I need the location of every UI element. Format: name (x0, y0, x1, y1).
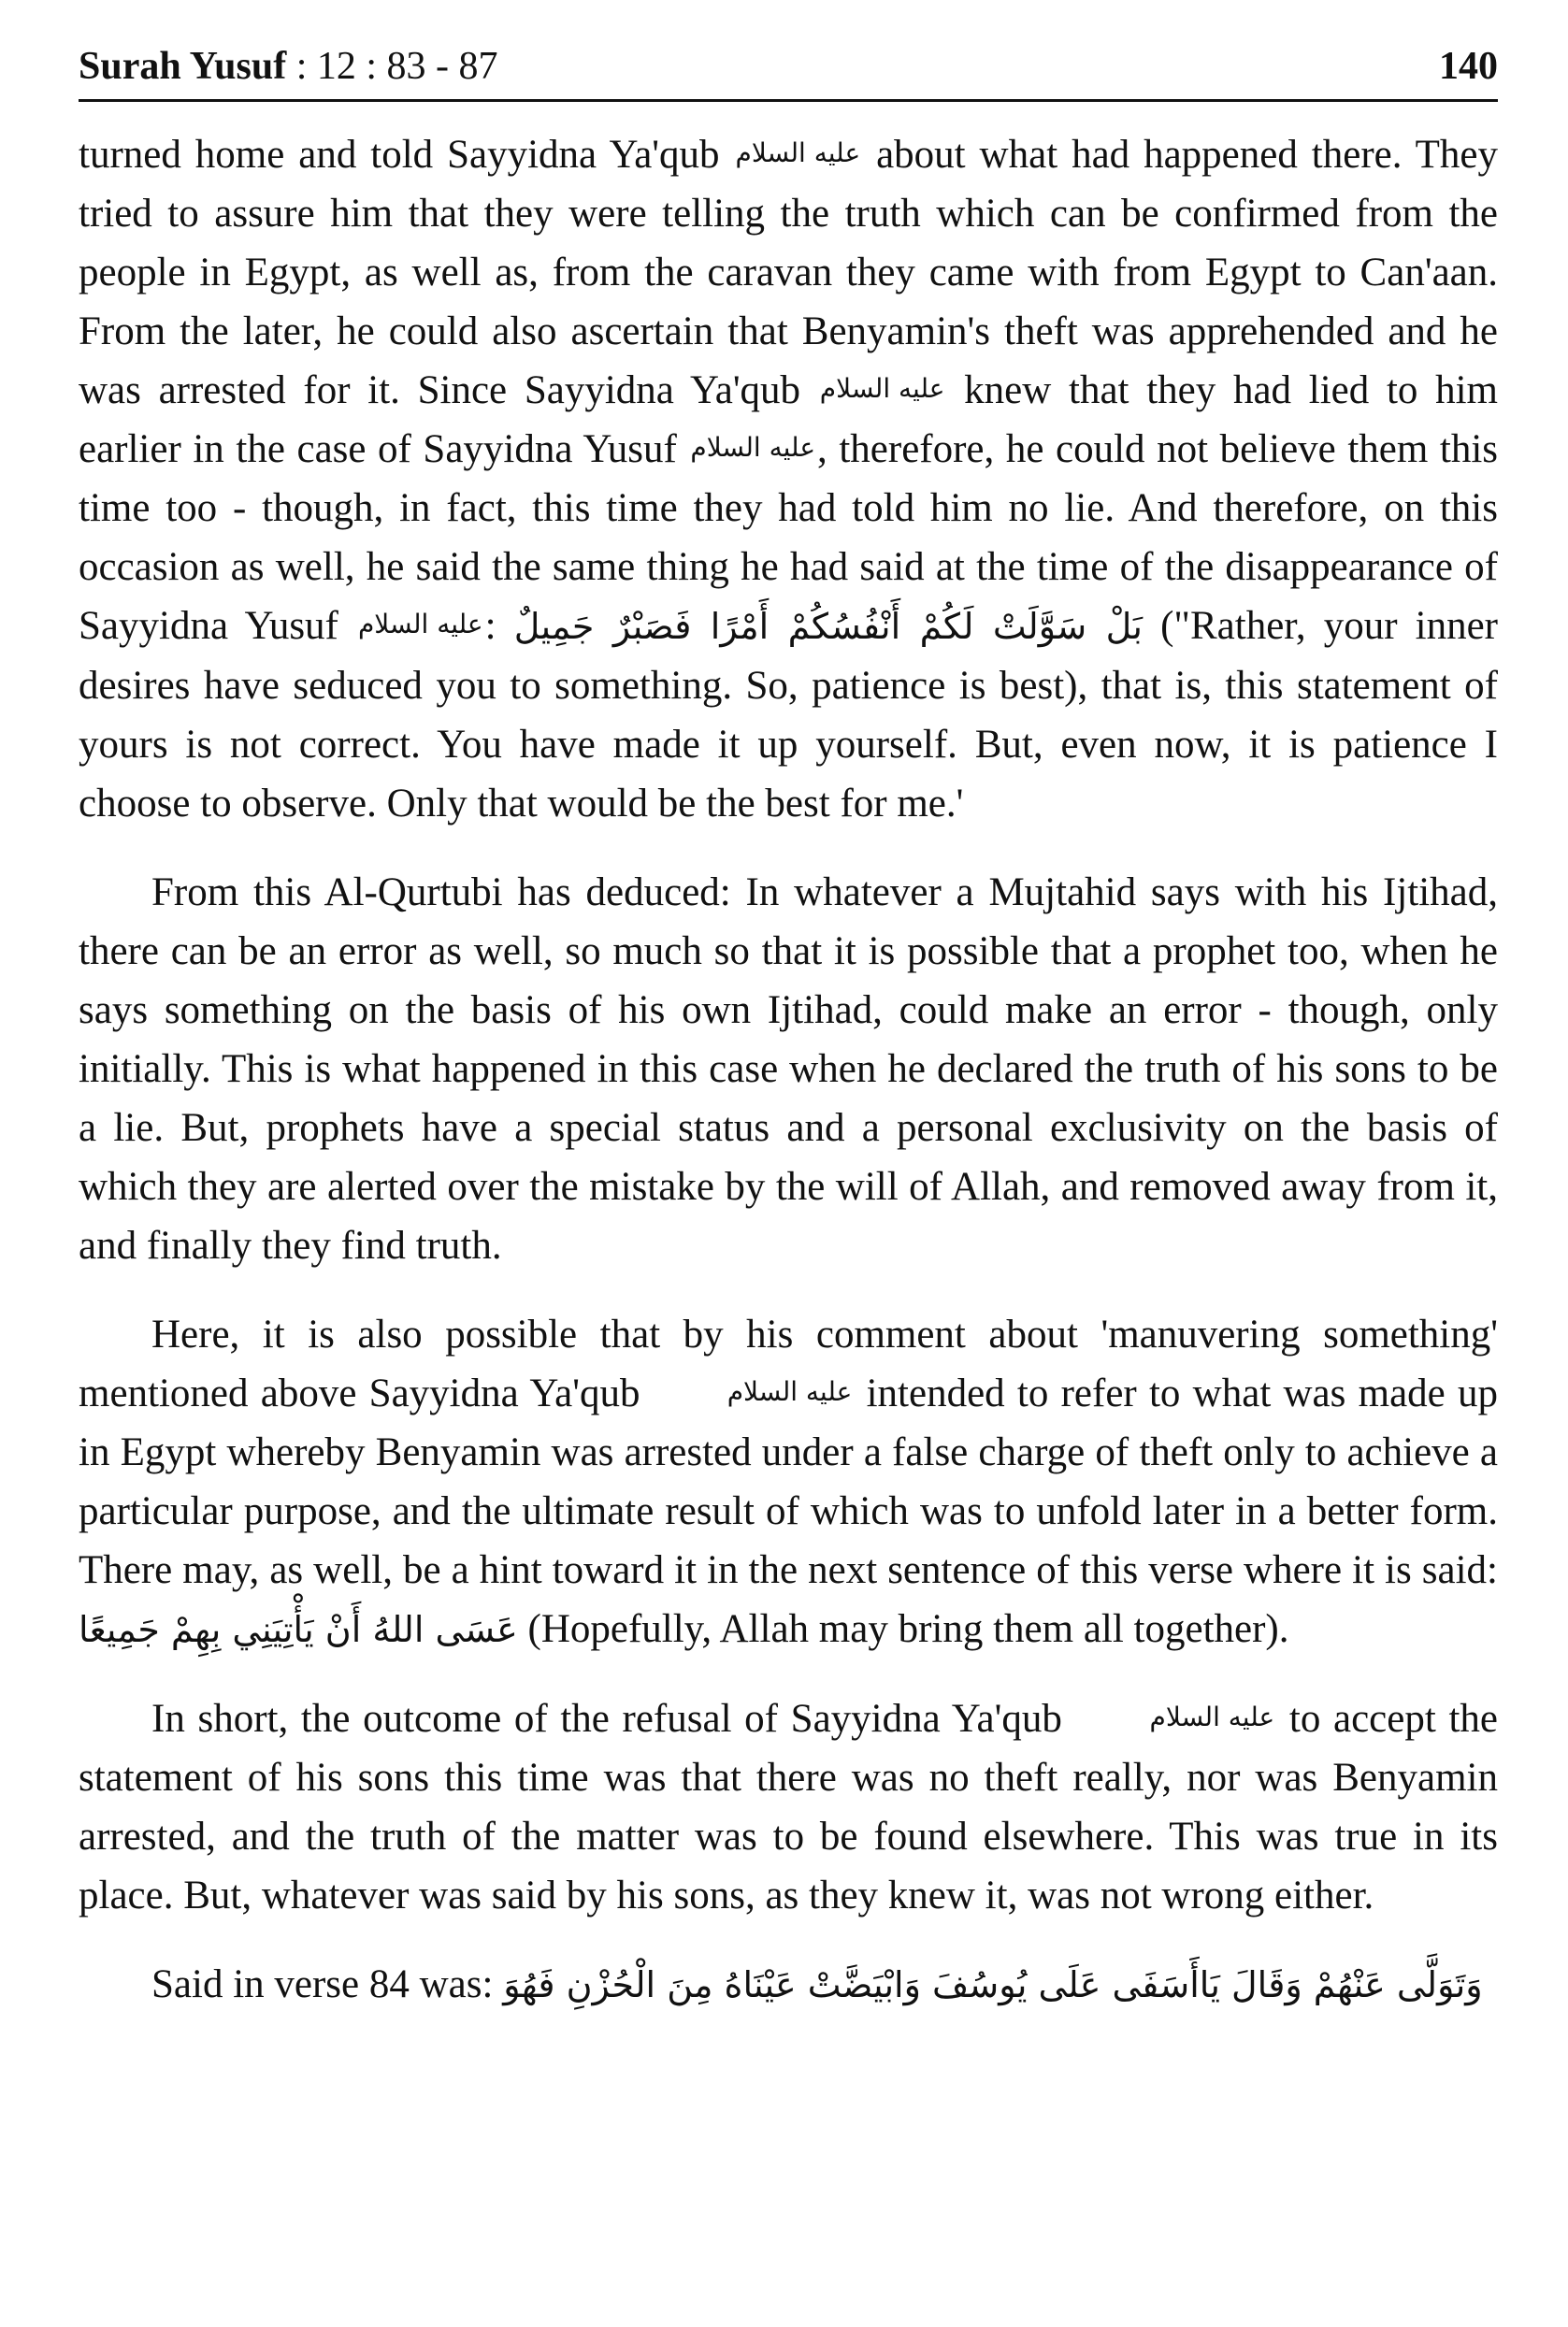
paragraph-text: (Hopefully, Allah may bring them all together). (517, 1607, 1289, 1651)
header-title (79, 43, 498, 90)
verse-reference: : 12 : 83 - 87 (286, 45, 498, 88)
paragraph-2: From this Al-Qurtubi has deduced: In whatever a Mujtahid says with his Ijtihad, there can be an error as well, so much so that it is possible that a prophet too, when he says something on the basis of his own Ijtihad, could make an error - though, only initially. This is what happened in this case when he declared the truth of his sons to be a lie. But, prophets have a special status and a personal exclusivity on the basis of which they are alerted over the mistake by the will of Allah, and removed away from it, and finally they find truth. (79, 870, 1498, 1268)
surah-name: Surah Yusuf (79, 45, 287, 88)
running-header (79, 37, 1498, 97)
page-number: 140 (1439, 45, 1498, 88)
paragraph-text: to accept the statement of his sons this time was that there was no theft really, nor was Benyamin arrested, and the truth of the matter was to be found elsewhere. This was true in its place. But, whatever was said by his sons, as they knew it, was not wrong either. (79, 1697, 1498, 1918)
paragraph-text: , therefore, he could not believe them this time too - though, in fact, this time they had told him no lie. And therefore, on this occasion as well, he said the same thing he had said at the time of the disappearance of Sayyidna Yusuf (79, 427, 1499, 648)
paragraph-text: about what had happened there. They tried to assure him that they were telling the truth which can be confirmed from the people in Egypt, as well as, from the caravan they came with from Egypt to Can'aan. From the later, he could also ascertain that Benyamin's theft was apprehended and he was arrested for it. Since Sayyidna Ya'qub (79, 133, 1498, 412)
honorific-glyph: عليه السلام (735, 137, 861, 168)
honorific-glyph: عليه السلام (357, 609, 483, 639)
paragraph-text: Said in verse 84 was: (151, 1962, 504, 2006)
paragraph-3 (79, 1305, 1498, 1659)
arabic-quote: بَلْ سَوَّلَتْ لَكُمْ أَنْفُسُكُمْ أَمْرًا فَصَبْرٌ جَمِيلٌ (513, 606, 1144, 647)
paragraph-4 (79, 1689, 1498, 1925)
paragraph-text: : (484, 604, 514, 648)
arabic-quote: عَسَى اللهُ أَنْ يَأْتِيَنِي بِهِمْ جَمِيعًا (79, 1609, 518, 1650)
paragraph-text: knew that they had lied to him earlier in the case of Sayyidna Yusuf (79, 368, 1498, 471)
honorific-glyph: عليه السلام (819, 373, 945, 404)
honorific-glyph: عليه السلام (726, 1376, 853, 1407)
paragraph-5 (79, 1955, 1498, 2015)
paragraph-text: In short, the outcome of the refusal of Sayyidna Ya'qub (151, 1697, 1075, 1741)
paragraph-text: turned home and told Sayyidna Ya'qub (79, 133, 734, 177)
paragraph-text: ("Rather, your inner desires have seduced you to something. So, patience is best), that is, this statement of yours is not correct. You have made it up yourself. But, even now, it is patience I choose to observe. Only that would be the best for me.' (79, 604, 1498, 826)
header-divider (79, 99, 1498, 102)
paragraph-text: Here, it is also possible that by his comment about 'manuvering something' mentioned above Sayyidna Ya'qub (79, 1313, 1498, 1415)
body-text (79, 125, 1498, 2015)
arabic-quote: وَتَوَلَّى عَنْهُمْ وَقَالَ يَاأَسَفَى عَلَى يُوسُفَ وَابْيَضَّتْ عَيْنَاهُ مِنَ الْحُزْنِ فَهُوَ (503, 1964, 1483, 2005)
paragraph-1 (79, 125, 1498, 833)
paragraph-text: intended to refer to what was made up in Egypt whereby Benyamin was arrested under a false charge of theft only to achieve a particular purpose, and the ultimate result of which was to unfold later in a better form. There may, as well, be a hint toward it in the next sentence of this verse where it is said: (79, 1372, 1498, 1592)
honorific-glyph: عليه السلام (1149, 1702, 1275, 1732)
honorific-glyph: عليه السلام (690, 432, 816, 463)
